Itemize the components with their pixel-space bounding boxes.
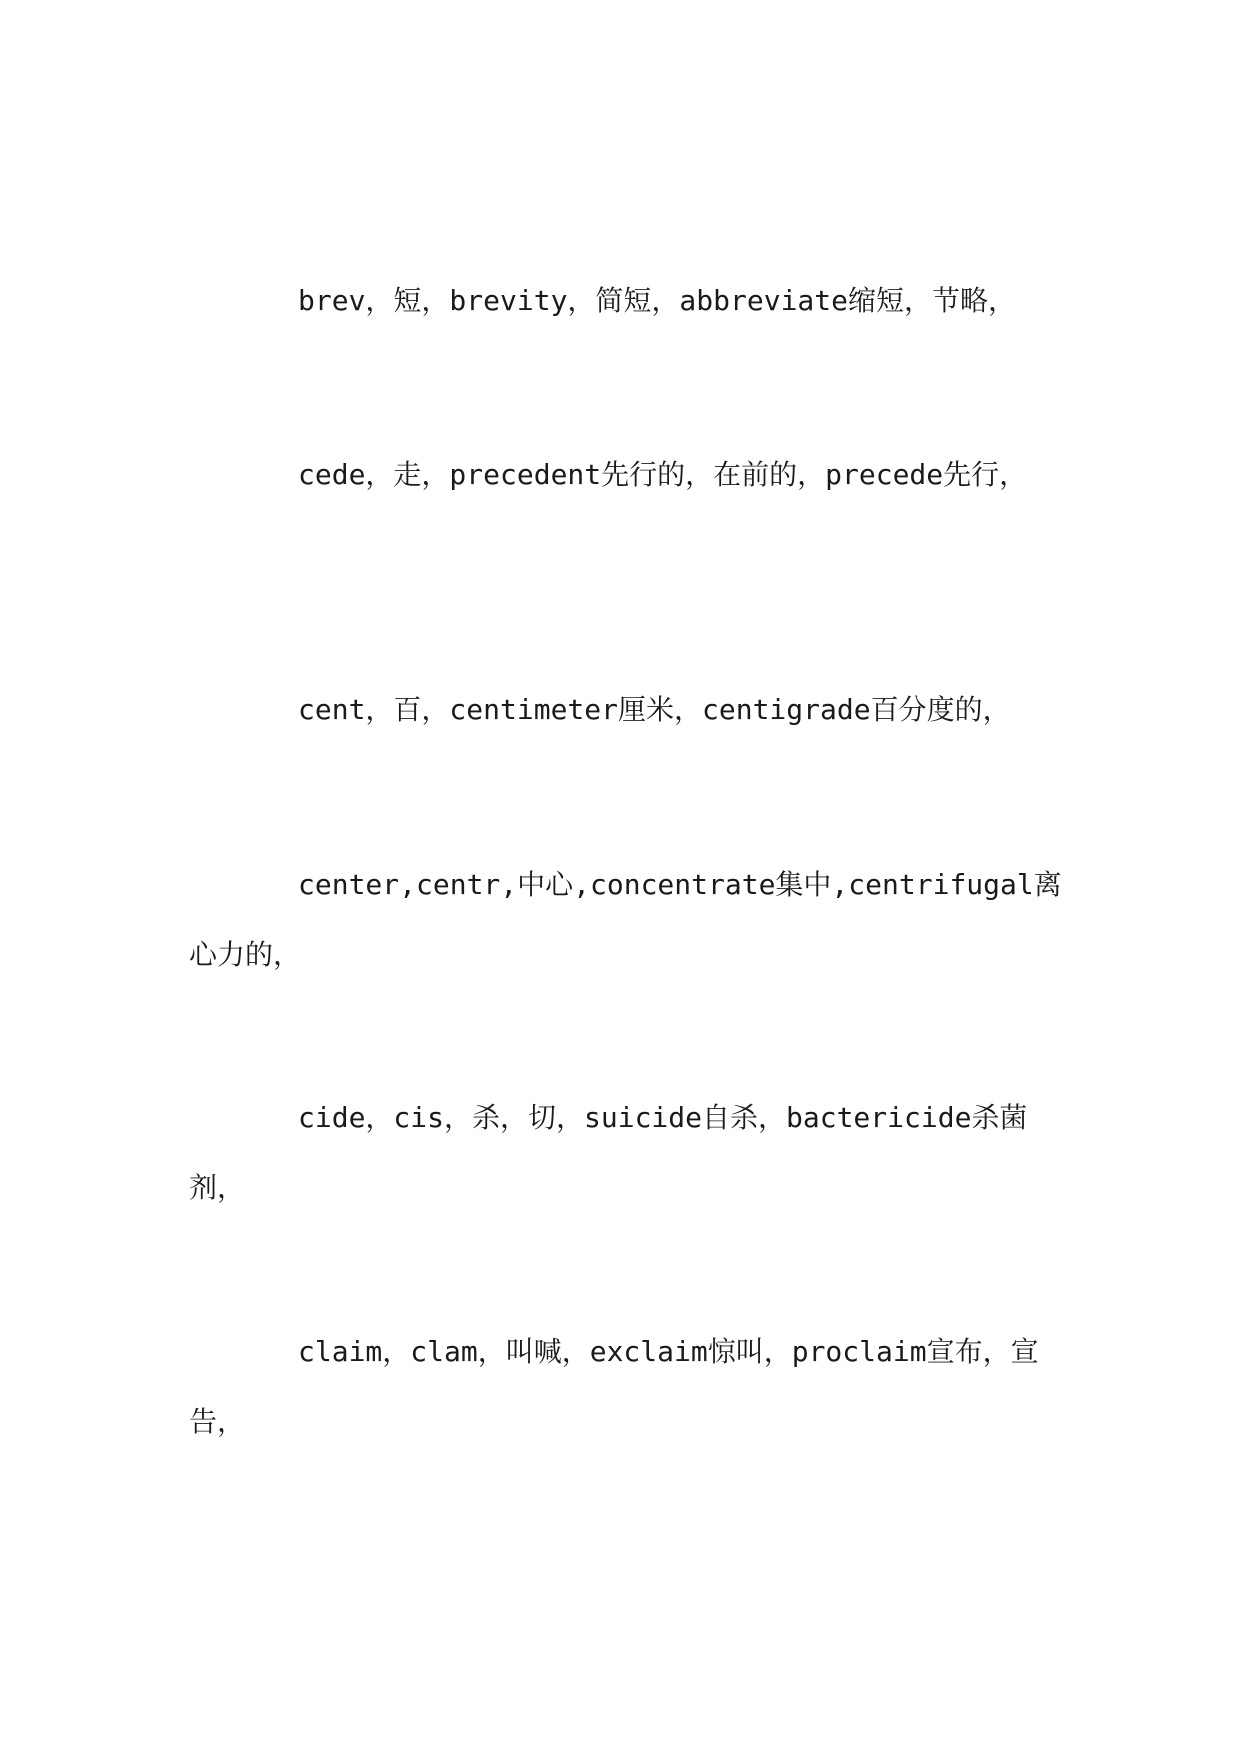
root-entry-brev: brev，短，brevity，简短，abbreviate缩短，节略， [298,284,1017,317]
root-entry-cede: cede，走，precedent先行的，在前的，precede先行， [298,458,1028,491]
root-entry-claim: claim，clam，叫喊，exclaim惊叫，proclaim宣布，宣告， [189,1335,1039,1438]
root-entry-center: center,centr,中心,concentrate集中,centrifugal离心力的， [189,868,1062,971]
root-entry-cide: cide，cis，杀，切，suicide自杀，bactericide杀菌剂， [189,1101,1028,1204]
root-entry-cent: cent，百，centimeter厘米，centigrade百分度的， [298,693,1011,726]
